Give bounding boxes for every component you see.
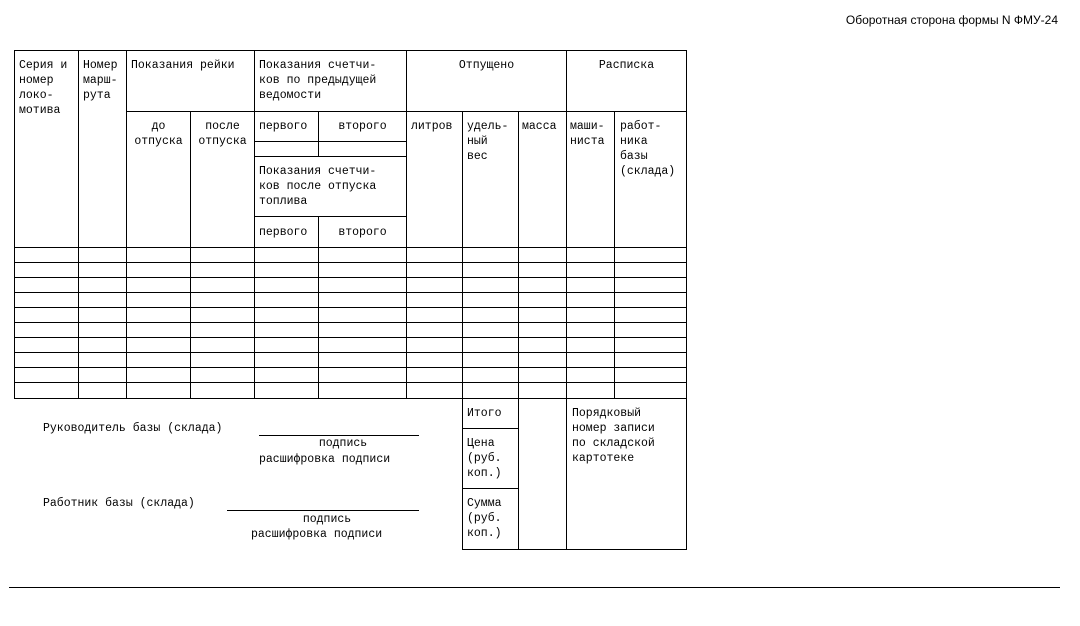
header-issued: Отпущено (458, 59, 515, 72)
worker-signature-decode: расшифровка подписи (251, 528, 383, 541)
header-route: Номер марш- рута (83, 59, 118, 102)
head-signature-caption: подпись (318, 437, 368, 450)
worker-signature-line[interactable] (227, 510, 419, 511)
header-meter-after: Показания счетчи- ков после отпуска топлива (259, 165, 377, 208)
header-loco: Серия и номер локо- мотива (19, 59, 68, 117)
header-rail-before: до отпуска (134, 120, 183, 148)
worker-signature-label: Работник базы (склада) (43, 497, 195, 510)
form-caption: Оборотная сторона формы N ФМУ-24 (845, 13, 1058, 27)
price-label: Цена (руб. коп.) (467, 437, 502, 480)
header-rail-after: после отпуска (198, 120, 247, 148)
header-meter-prev: Показания счетчи- ков по предыдущей ведомости (259, 59, 377, 102)
header-mass: масса (522, 120, 557, 133)
head-signature-label: Руководитель базы (склада) (43, 422, 223, 435)
header-meter-after-first: первого (259, 226, 308, 239)
header-meter-first: первого (259, 120, 308, 133)
header-liters: литров (411, 120, 453, 133)
worker-signature-caption: подпись (302, 513, 352, 526)
header-rail: Показания рейки (131, 59, 235, 72)
header-worker: работ- ника базы (склада) (620, 120, 676, 178)
header-meter-second: второго (338, 120, 387, 133)
header-driver: маши- ниста (570, 120, 605, 148)
card-number-label: Порядковый номер записи по складской картотеке (572, 407, 655, 465)
header-density: удель- ный вес (467, 120, 509, 163)
head-signature-decode: расшифровка подписи (259, 453, 391, 466)
bottom-divider (9, 587, 1060, 588)
header-meter-after-second: второго (338, 226, 387, 239)
header-receipt: Расписка (598, 59, 655, 72)
total-label: Итого (467, 407, 502, 420)
sum-label: Сумма (руб. коп.) (467, 497, 502, 540)
